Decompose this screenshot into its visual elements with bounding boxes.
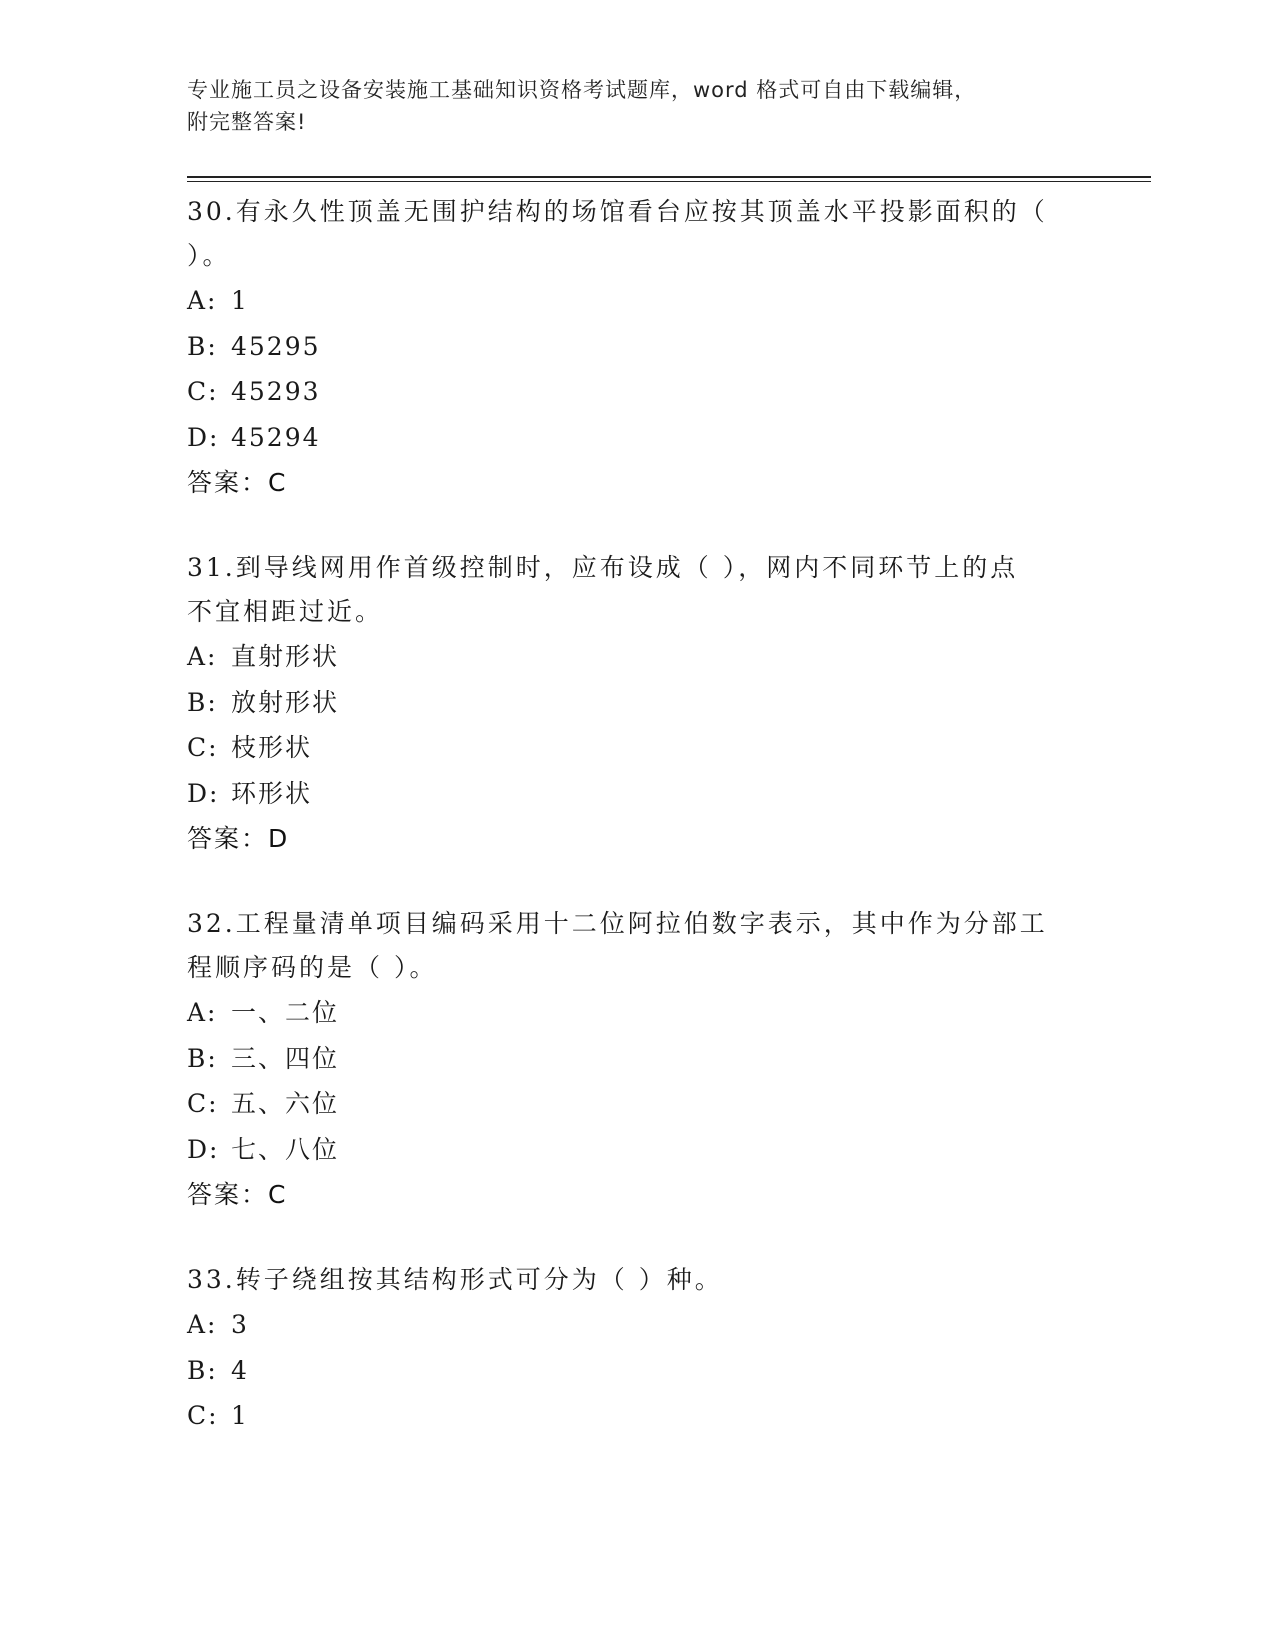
option-label: C: (187, 1089, 219, 1118)
option-text: 45294 (231, 422, 321, 452)
option-text: 环形状 (231, 778, 313, 808)
header-line-1: 专业施工员之设备安装施工基础知识资格考试题库，word 格式可自由下载编辑， (187, 78, 977, 102)
header-divider-thin (187, 181, 1151, 182)
option-d (187, 1127, 1087, 1173)
option-label: B: (187, 1355, 218, 1385)
question-stem-line: 32.工程量清单项目编码采用十二位阿拉伯数字表示，其中作为分部工 (187, 909, 1048, 938)
answer: 答案：C (187, 468, 288, 497)
question-stem-line: 不宜相距过近。 (187, 597, 384, 626)
option-label: D: (187, 778, 220, 808)
option-b (187, 1036, 1087, 1082)
question-stem-line: 33.转子绕组按其结构形式可分为（ ）种。 (187, 1265, 723, 1294)
option-b (187, 1348, 1087, 1394)
option-a (187, 278, 1087, 324)
question-stem-line: 31.到导线网用作首级控制时，应布设成（ ），网内不同环节上的点 (187, 553, 1019, 582)
question-30 (187, 190, 1087, 505)
question-31 (187, 546, 1087, 861)
option-text: 直射形状 (231, 642, 340, 671)
option-label: A: (187, 642, 218, 671)
option-b (187, 680, 1087, 726)
option-d (187, 415, 1087, 461)
question-stem-line: ）。 (187, 241, 231, 270)
option-text: 45293 (231, 377, 321, 406)
option-label: A: (187, 998, 218, 1027)
answer: 答案：D (187, 824, 290, 853)
option-a (187, 1302, 1087, 1348)
document-header (187, 74, 1067, 138)
question-32 (187, 902, 1087, 1217)
question-stem-line: 30.有永久性顶盖无围护结构的场馆看台应按其顶盖水平投影面积的（ (187, 197, 1048, 226)
question-stem (187, 902, 1087, 990)
option-c (187, 1081, 1087, 1127)
option-text: 1 (231, 1401, 249, 1430)
option-label: D: (187, 422, 220, 452)
question-33 (187, 1258, 1087, 1439)
question-stem (187, 546, 1087, 634)
option-text: 1 (231, 286, 249, 315)
option-label: A: (187, 1310, 218, 1339)
option-text: 4 (231, 1355, 249, 1385)
option-text: 三、四位 (231, 1043, 340, 1073)
option-a (187, 990, 1087, 1036)
header-divider-thick (187, 176, 1151, 178)
option-text: 七、八位 (231, 1134, 340, 1164)
header-line-2: 附完整答案! (187, 110, 307, 134)
option-label: B: (187, 331, 218, 361)
option-text: 枝形状 (231, 733, 313, 762)
option-d (187, 771, 1087, 817)
option-label: B: (187, 687, 218, 717)
option-text: 3 (231, 1310, 249, 1339)
option-label: C: (187, 377, 219, 406)
answer: 答案：C (187, 1180, 288, 1209)
option-a (187, 634, 1087, 680)
option-text: 五、六位 (231, 1089, 340, 1118)
option-label: B: (187, 1043, 218, 1073)
question-list (187, 190, 1087, 1480)
option-c (187, 1393, 1087, 1439)
option-c (187, 369, 1087, 415)
question-stem-line: 程顺序码的是（ ）。 (187, 953, 438, 982)
option-label: C: (187, 1401, 219, 1430)
option-text: 放射形状 (231, 687, 340, 717)
question-stem (187, 190, 1087, 278)
option-label: C: (187, 733, 219, 762)
option-label: A: (187, 286, 218, 315)
option-c (187, 725, 1087, 771)
option-text: 一、二位 (231, 998, 340, 1027)
option-text: 45295 (231, 331, 321, 361)
question-stem (187, 1258, 1087, 1302)
option-label: D: (187, 1134, 220, 1164)
option-b (187, 324, 1087, 370)
